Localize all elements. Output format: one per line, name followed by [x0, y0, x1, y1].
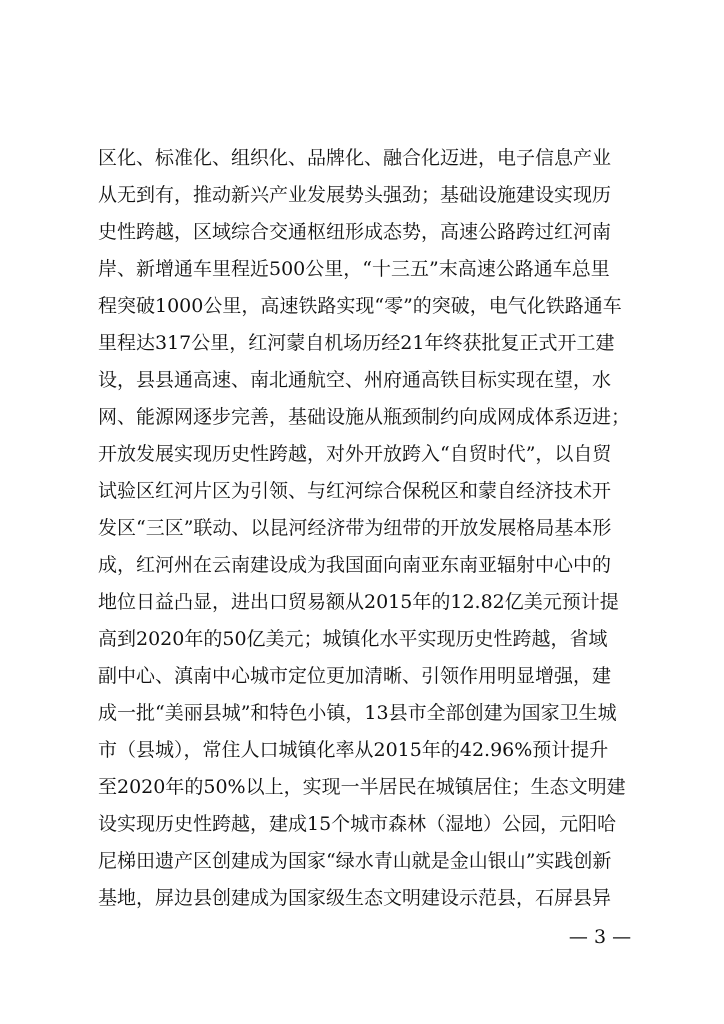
text-line: 设，县县通高速、南北通航空、州府通高铁目标实现在望，水 — [98, 369, 612, 391]
page-number: — 3 — — [568, 926, 632, 948]
text-line: 地位日益凸显，进出口贸易额从2015年的12.82亿美元预计提 — [98, 591, 619, 613]
body-paragraph — [98, 140, 638, 917]
text-line: 区化、标准化、组织化、品牌化、融合化迈进，电子信息产业 — [98, 147, 612, 169]
text-line: 里程达317公里，红河蒙自机场历经21年终获批复正式开工建 — [98, 332, 615, 354]
text-line: 网、能源网逐步完善，基础设施从瓶颈制约向成网成体系迈进； — [98, 406, 631, 428]
text-line: 成一批“美丽县城”和特色小镇，13县市全部创建为国家卫生城 — [98, 702, 617, 724]
text-line: 程突破1000公里，高速铁路实现“零”的突破，电气化铁路通车 — [98, 295, 622, 317]
text-line: 高到2020年的50亿美元；城镇化水平实现历史性跨越，省域 — [98, 628, 608, 650]
text-line: 从无到有，推动新兴产业发展势头强劲；基础设施建设实现历 — [98, 184, 612, 206]
text-line: 至2020年的50%以上，实现一半居民在城镇居住；生态文明建 — [98, 776, 626, 798]
text-line: 设实现历史性跨越，建成15个城市森林（湿地）公园，元阳哈 — [98, 813, 617, 835]
text-line: 试验区红河片区为引领、与红河综合保税区和蒙自经济技术开 — [98, 480, 612, 502]
text-line: 岸、新增通车里程近500公里，“十三五”末高速公路通车总里 — [98, 258, 610, 280]
text-line: 成，红河州在云南建设成为我国面向南亚东南亚辐射中心中的 — [98, 554, 612, 576]
text-line: 开放发展实现历史性跨越，对外开放跨入“自贸时代”，以自贸 — [98, 443, 612, 465]
text-line: 发区“三区”联动、以昆河经济带为纽带的开放发展格局基本形 — [98, 517, 612, 539]
text-line: 尼梯田遗产区创建成为国家“绿水青山就是金山银山”实践创新 — [98, 850, 612, 872]
text-line: 副中心、滇南中心城市定位更加清晰、引领作用明显增强，建 — [98, 665, 612, 687]
text-line: 史性跨越，区域综合交通枢纽形成态势，高速公路跨过红河南 — [98, 221, 612, 243]
text-line: 基地，屏边县创建成为国家级生态文明建设示范县，石屏县异 — [98, 887, 612, 909]
text-line: 市（县城），常住人口城镇化率从2015年的42.96%预计提升 — [98, 739, 609, 761]
